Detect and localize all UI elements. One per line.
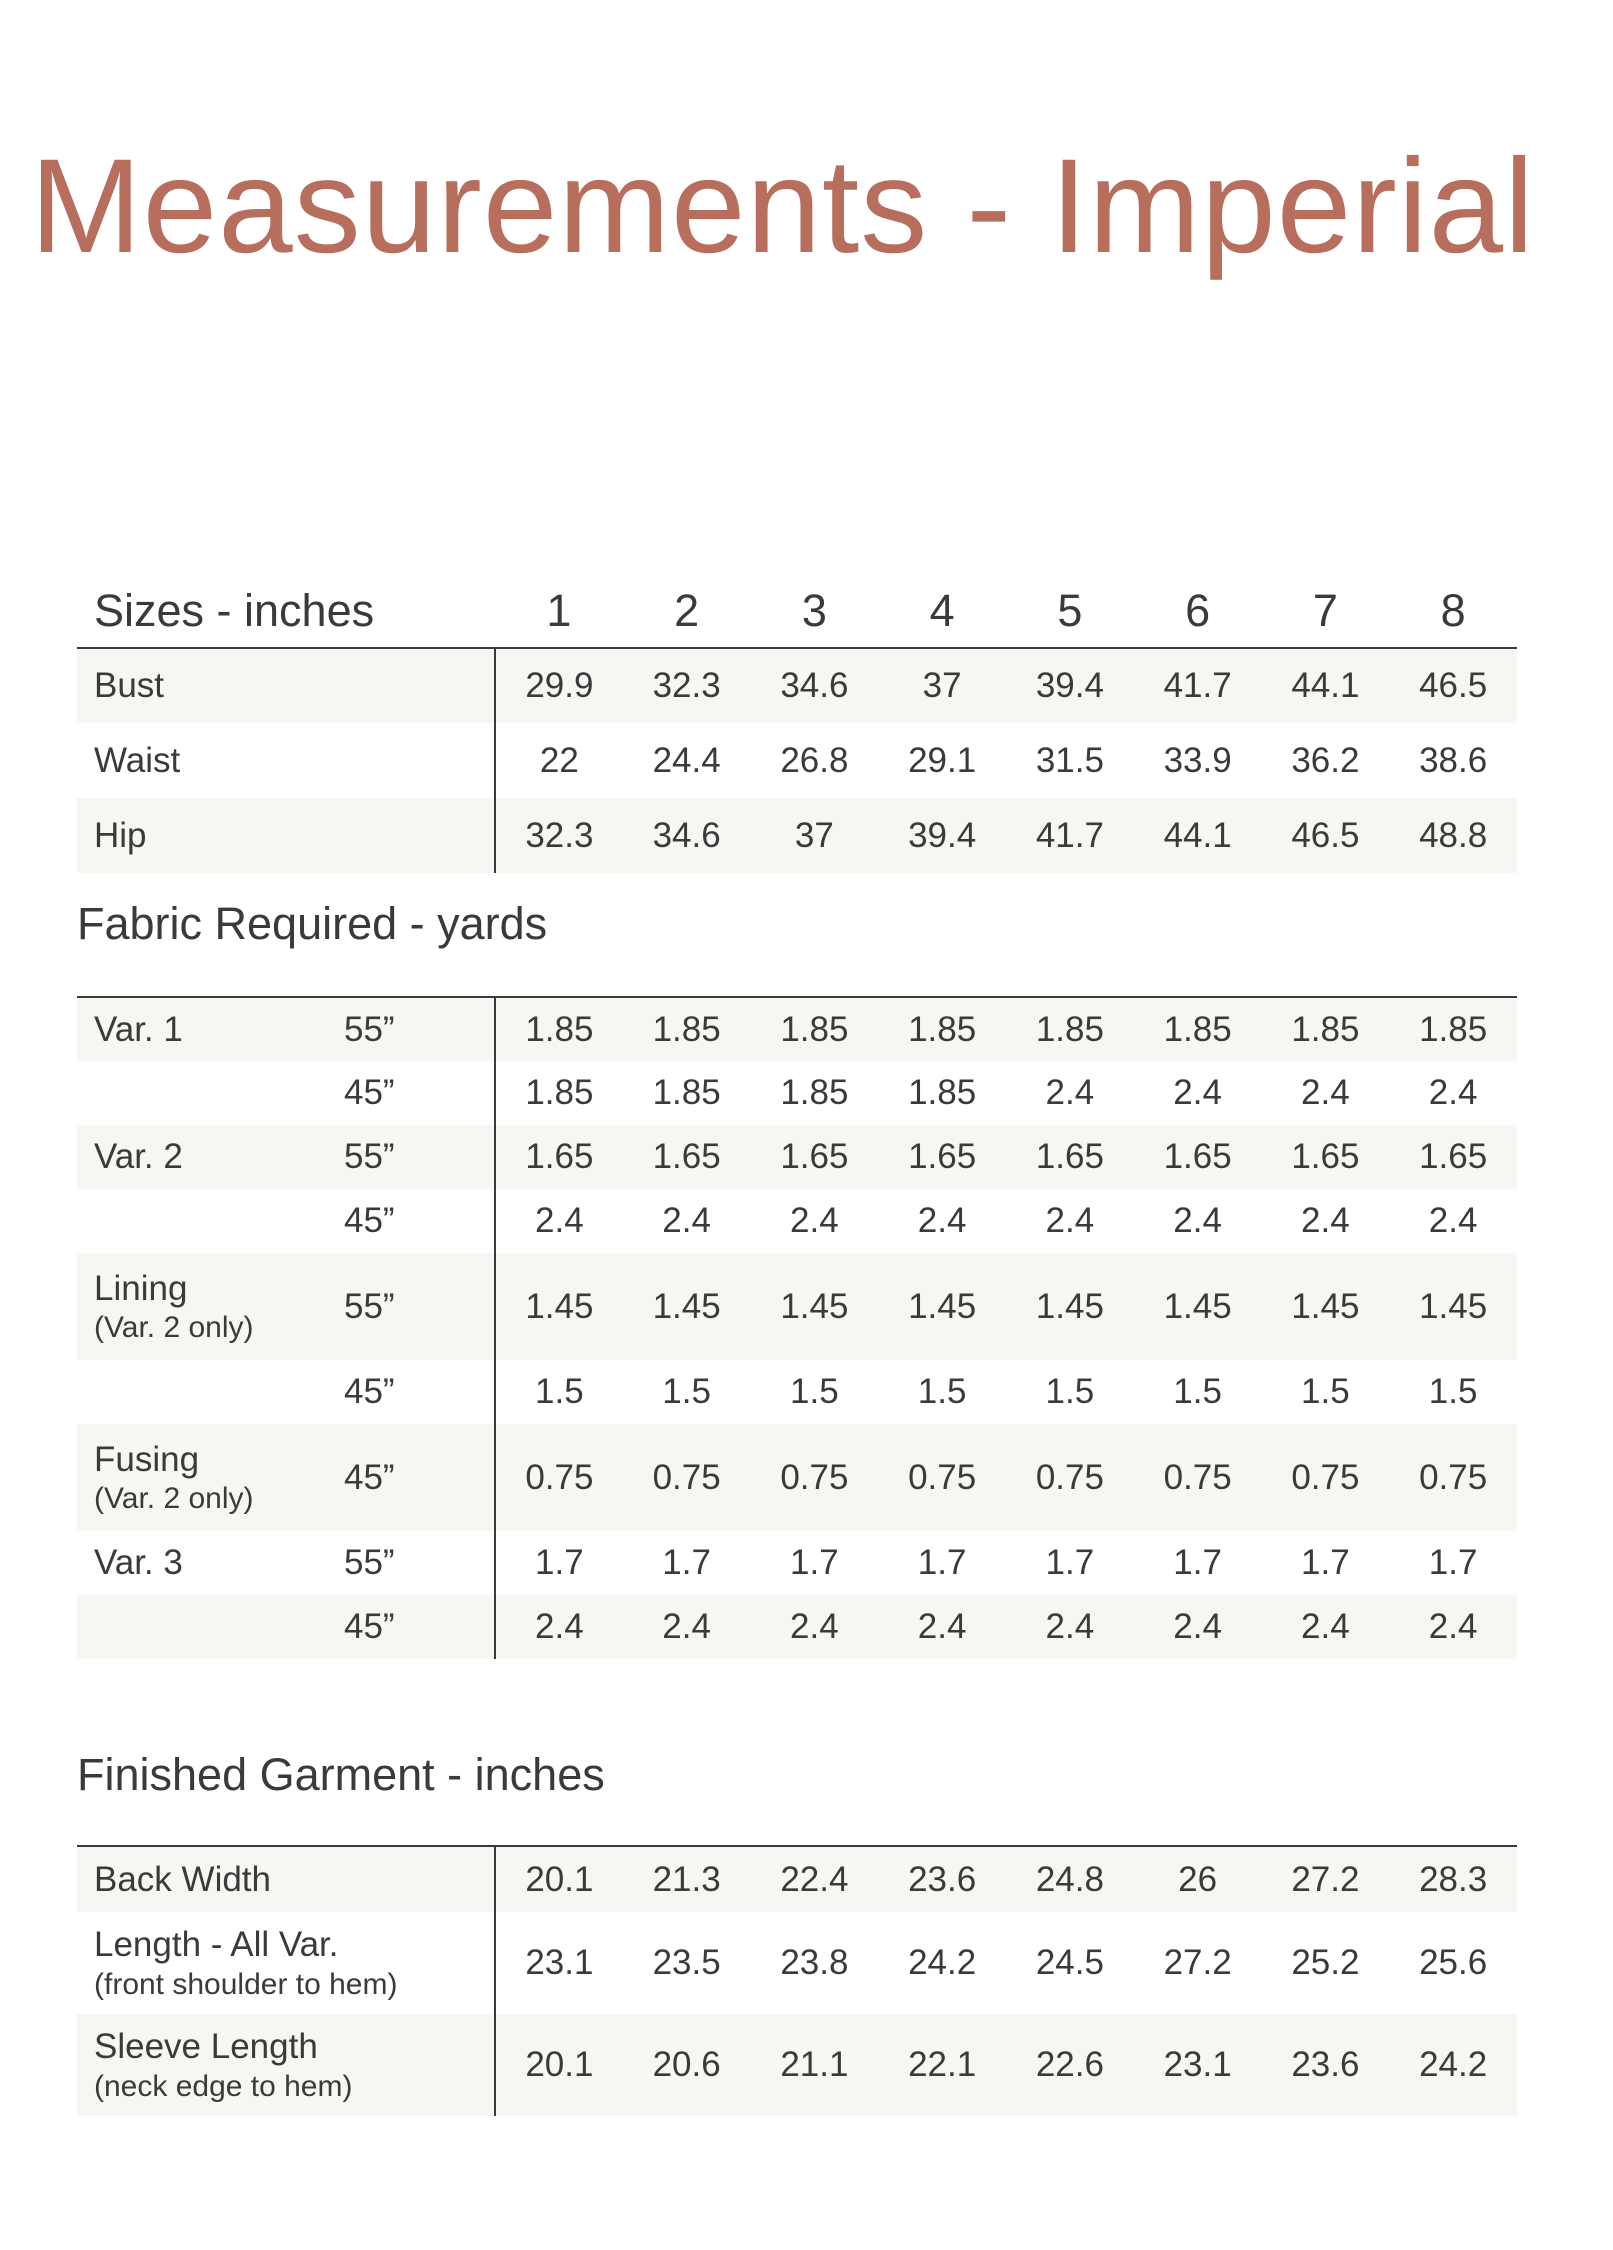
page-title: Measurements - Imperial [30,132,1535,281]
row-label [77,1189,327,1253]
value-cell-size-8: 38.6 [1419,740,1488,780]
value-cell-size-6: 33.9 [1163,740,1232,780]
fabric-width: 45” [344,1073,395,1112]
value-cell-size-5: 41.7 [1006,798,1134,873]
value-cell-size-5: 1.85 [1006,997,1134,1061]
value-cell-size-5: 24.8 [1006,1846,1134,1912]
value-cell-size-8: 2.4 [1428,1201,1478,1240]
fabric-width: 45” [344,1372,395,1411]
row-label-text: Lining [94,1268,188,1308]
fabric-required-title: Fabric Required - yards [77,898,548,949]
size-7-header: 7 [1262,575,1390,648]
fabric-width: 55” [327,997,495,1061]
fabric-width: 55” [327,1125,495,1189]
value-cell-size-6: 2.4 [1173,1201,1222,1240]
value-cell-size-6: 27.2 [1163,1943,1232,1982]
row-label [77,1424,327,1531]
body-measurements-table [77,575,1517,873]
table-row [77,1061,1517,1125]
value-cell-size-3: 26.8 [780,740,849,780]
value-cell-size-7: 25.2 [1291,1943,1360,1982]
value-cell-size-2: 23.5 [652,1943,721,1982]
table-row [77,1125,1517,1189]
table-row [77,798,1517,873]
value-cell-size-8: 46.5 [1389,648,1517,723]
row-label-note: (Var. 2 only) [94,1311,254,1345]
value-cell-size-8: 2.4 [1389,1595,1517,1659]
value-cell-size-6: 1.45 [1134,1253,1262,1360]
value-cell-size-6: 1.7 [1173,1543,1222,1582]
value-cell-size-4: 37 [878,648,1006,723]
value-cell-size-4: 1.85 [908,1073,977,1112]
value-cell-size-7: 46.5 [1262,798,1390,873]
value-cell-size-7: 2.4 [1262,1595,1390,1659]
value-cell-size-1: 2.4 [495,1595,623,1659]
row-label [77,997,327,1061]
row-label [77,1125,327,1189]
size-1-header: 1 [495,575,623,648]
value-cell-size-4: 1.7 [917,1543,967,1582]
value-cell-size-6: 41.7 [1134,648,1262,723]
fabric-width: 45” [327,1595,495,1659]
table-row [77,1424,1517,1531]
value-cell-size-1: 20.1 [495,1846,623,1912]
size-6-header: 6 [1134,575,1262,648]
value-cell-size-2: 34.6 [623,798,751,873]
value-cell-size-3: 2.4 [790,1201,839,1240]
row-label [77,1595,327,1659]
value-cell-size-2: 2.4 [662,1201,711,1240]
value-cell-size-8: 24.2 [1389,2014,1517,2116]
value-cell-size-4: 1.45 [878,1253,1006,1360]
table-row [77,1189,1517,1253]
size-3-header: 3 [751,575,879,648]
value-cell-size-7: 23.6 [1262,2014,1390,2116]
value-cell-size-4: 29.1 [908,740,977,780]
value-cell-size-2: 20.6 [623,2014,751,2116]
value-cell-size-5: 1.45 [1006,1253,1134,1360]
value-cell-size-1: 20.1 [495,2014,623,2116]
value-cell-size-3: 37 [751,798,879,873]
value-cell-size-6: 26 [1134,1846,1262,1912]
value-cell-size-6: 0.75 [1134,1424,1262,1531]
value-cell-size-8: 28.3 [1389,1846,1517,1912]
value-cell-size-2: 1.45 [623,1253,751,1360]
table-row [77,1360,1517,1424]
value-cell-size-7: 2.4 [1301,1201,1350,1240]
value-cell-size-1: 22 [495,723,623,798]
value-cell-size-5: 1.65 [1006,1125,1134,1189]
table-row [77,1912,1517,2014]
value-cell-size-2: 0.75 [623,1424,751,1531]
row-label [77,1531,327,1595]
row-label-text: Length - All Var. [94,1925,339,1965]
finished-garment-title: Finished Garment - inches [77,1749,605,1800]
row-label: Waist [94,740,181,780]
value-cell-size-4: 22.1 [878,2014,1006,2116]
value-cell-size-7: 27.2 [1262,1846,1390,1912]
row-label: Bust [77,648,495,723]
value-cell-size-5: 1.5 [1045,1372,1095,1411]
value-cell-size-1: 1.7 [495,1531,623,1595]
value-cell-size-4: 23.6 [878,1846,1006,1912]
value-cell-size-5: 31.5 [1035,740,1104,780]
row-label-text: Var. 2 [94,1137,183,1177]
table-row [77,1531,1517,1595]
value-cell-size-7: 1.5 [1301,1372,1350,1411]
value-cell-size-4: 1.65 [878,1125,1006,1189]
row-label-text: Back Width [94,1859,271,1899]
value-cell-size-8: 1.45 [1389,1253,1517,1360]
value-cell-size-7: 1.45 [1262,1253,1390,1360]
value-cell-size-6: 1.65 [1134,1125,1262,1189]
value-cell-size-1: 1.5 [495,1360,623,1424]
value-cell-size-5: 0.75 [1006,1424,1134,1531]
table-row [77,997,1517,1061]
value-cell-size-3: 1.65 [751,1125,879,1189]
value-cell-size-3: 23.8 [780,1943,849,1982]
value-cell-size-8: 1.5 [1428,1372,1478,1411]
value-cell-size-2: 1.85 [623,997,751,1061]
value-cell-size-5: 1.7 [1045,1543,1095,1582]
value-cell-size-7: 1.7 [1301,1543,1350,1582]
value-cell-size-5: 22.6 [1006,2014,1134,2116]
value-cell-size-2: 32.3 [623,648,751,723]
value-cell-size-3: 0.75 [751,1424,879,1531]
row-label-note: (neck edge to hem) [94,2069,353,2103]
value-cell-size-3: 2.4 [751,1595,879,1659]
value-cell-size-1: 1.45 [495,1253,623,1360]
finished-garment-table [77,1845,1517,2116]
value-cell-size-8: 2.4 [1428,1073,1478,1112]
value-cell-size-8: 25.6 [1419,1943,1488,1982]
value-cell-size-2: 21.3 [623,1846,751,1912]
value-cell-size-4: 24.2 [908,1943,977,1982]
value-cell-size-1: 32.3 [495,798,623,873]
value-cell-size-4: 2.4 [878,1595,1006,1659]
value-cell-size-2: 1.7 [662,1543,711,1582]
value-cell-size-5: 39.4 [1006,648,1134,723]
value-cell-size-6: 2.4 [1173,1073,1222,1112]
value-cell-size-1: 23.1 [495,1912,623,2014]
value-cell-size-1: 0.75 [495,1424,623,1531]
fabric-width: 55” [344,1543,395,1582]
value-cell-size-8: 1.65 [1389,1125,1517,1189]
value-cell-size-7: 1.65 [1262,1125,1390,1189]
row-label: Hip [77,798,495,873]
value-cell-size-4: 39.4 [878,798,1006,873]
table-row [77,648,1517,723]
size-8-header: 8 [1389,575,1517,648]
row-label [77,1061,327,1125]
value-cell-size-2: 2.4 [623,1595,751,1659]
value-cell-size-6: 2.4 [1134,1595,1262,1659]
value-cell-size-4: 0.75 [878,1424,1006,1531]
table-row [77,1595,1517,1659]
value-cell-size-4: 1.5 [917,1372,967,1411]
row-label [77,1846,495,1912]
value-cell-size-7: 0.75 [1262,1424,1390,1531]
value-cell-size-7: 2.4 [1301,1073,1350,1112]
value-cell-size-3: 21.1 [751,2014,879,2116]
row-label-text: Var. 3 [94,1543,183,1583]
size-2-header: 2 [623,575,751,648]
value-cell-size-5: 2.4 [1045,1201,1095,1240]
value-cell-size-3: 22.4 [751,1846,879,1912]
table-row [77,2014,1517,2116]
value-cell-size-1: 2.4 [495,1189,623,1253]
value-cell-size-6: 23.1 [1134,2014,1262,2116]
value-cell-size-3: 1.85 [751,997,879,1061]
value-cell-size-7: 1.85 [1262,997,1390,1061]
row-label-note: (front shoulder to hem) [94,1967,398,2001]
value-cell-size-8: 0.75 [1389,1424,1517,1531]
value-cell-size-6: 1.85 [1134,997,1262,1061]
value-cell-size-3: 1.85 [780,1073,849,1112]
value-cell-size-5: 2.4 [1045,1073,1095,1112]
value-cell-size-4: 2.4 [917,1201,967,1240]
value-cell-size-8: 48.8 [1389,798,1517,873]
row-label-text: Fusing [94,1439,200,1479]
value-cell-size-4: 1.85 [878,997,1006,1061]
fabric-width: 45” [344,1201,395,1240]
value-cell-size-1: 1.85 [495,1061,623,1125]
size-5-header: 5 [1006,575,1134,648]
value-cell-size-1: 1.85 [495,997,623,1061]
sizes-header-label: Sizes - inches [77,575,495,648]
value-cell-size-5: 24.5 [1035,1943,1104,1982]
value-cell-size-3: 1.45 [751,1253,879,1360]
fabric-width: 45” [327,1424,495,1531]
value-cell-size-6: 1.5 [1173,1372,1222,1411]
value-cell-size-3: 1.7 [790,1543,839,1582]
value-cell-size-2: 1.65 [623,1125,751,1189]
row-label [77,1360,327,1424]
value-cell-size-8: 1.7 [1428,1543,1478,1582]
value-cell-size-6: 44.1 [1134,798,1262,873]
size-4-header: 4 [878,575,1006,648]
table-row [77,723,1517,798]
value-cell-size-1: 1.65 [495,1125,623,1189]
value-cell-size-2: 1.5 [662,1372,711,1411]
value-cell-size-7: 36.2 [1291,740,1360,780]
value-cell-size-2: 24.4 [652,740,721,780]
fabric-required-table [77,996,1517,1659]
fabric-width: 55” [327,1253,495,1360]
table-row [77,1846,1517,1912]
row-label-text: Sleeve Length [94,2027,318,2067]
value-cell-size-8: 1.85 [1389,997,1517,1061]
value-cell-size-5: 2.4 [1006,1595,1134,1659]
row-label [77,1912,495,2014]
value-cell-size-1: 29.9 [495,648,623,723]
value-cell-size-2: 1.85 [652,1073,721,1112]
row-label-text: Var. 1 [94,1009,183,1049]
value-cell-size-3: 1.5 [790,1372,839,1411]
sizes-header-row [77,575,1517,648]
value-cell-size-3: 34.6 [751,648,879,723]
table-row [77,1253,1517,1360]
row-label-note: (Var. 2 only) [94,1482,254,1516]
row-label [77,2014,495,2116]
row-label [77,1253,327,1360]
value-cell-size-7: 44.1 [1262,648,1390,723]
